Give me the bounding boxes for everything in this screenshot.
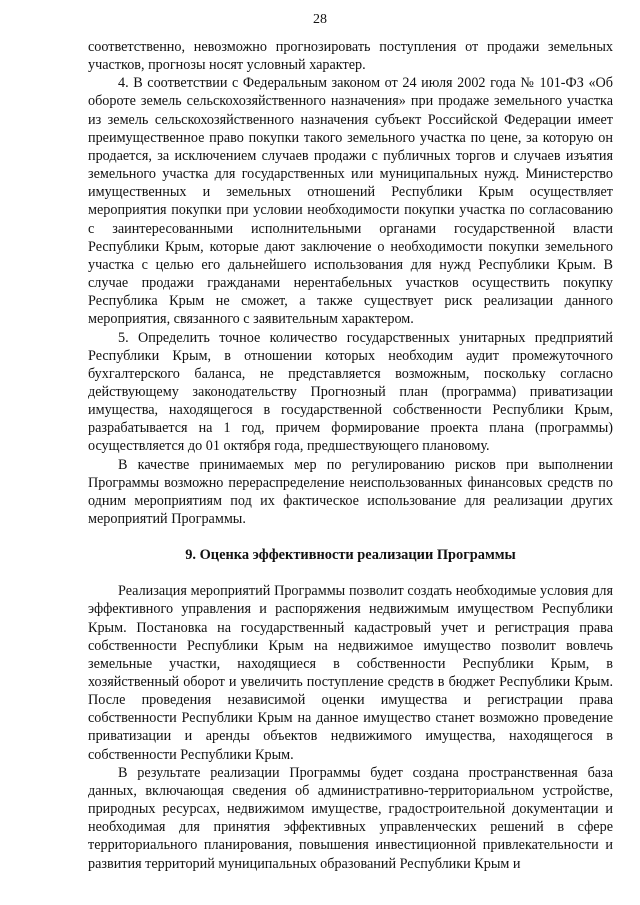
- paragraph-risk-measures: В качестве принимаемых мер по регулированию рисков при выполнении Программы возможно перераспределение неиспользованных финансовых средств по одним мероприятиям под их фактическое использование для реализации других мероприятий Программы.: [88, 456, 613, 528]
- paragraph-continuation: соответственно, невозможно прогнозировать поступления от продажи земельных участков, прогнозы носят условный характер.: [88, 39, 613, 74]
- section-heading: 9. Оценка эффективности реализации Программы: [185, 547, 516, 564]
- paragraph-effectiveness: Реализация мероприятий Программы позволит создать необходимые условия для эффективного управления и распоряжения недвижимым имуществом Республики Крым. Постановка на государственный кадастровый учет и регистрация права собственности Республики Крым на недвижимое имущество позволит вовлечь земельные участки, находящиеся в собственности Республики Крым, в хозяйственный оборот и увеличить поступление средств в бюджет Республики Крым. После проведения независимой оценки имущества и регистрации права собственности Республики Крым на данное имущество станет возможно проведение приватизации и аренды объектов недвижимого имущества, находящегося в собственности Республики Крым.: [88, 583, 613, 763]
- page-content: [88, 38, 613, 873]
- paragraph-item-5: 5. Определить точное количество государственных унитарных предприятий Республики Крым, в отношении которых необходим аудит промежуточного бухгалтерского баланса, не представляется возможным, поскольку согласно действующему законодательству Прогнозный план (программа) приватизации имущества, находящегося в государственной собственности Республики Крым, разрабатывается на 1 год, причем формирование проекта плана (программы) осуществляется до 01 октября года, предшествующего плановому.: [88, 329, 613, 455]
- page-number: 28: [313, 12, 327, 27]
- paragraph-results: В результате реализации Программы будет создана пространственная база данных, включающая сведения об административно-территориальном устройстве, природных ресурсах, недвижимом имуществе, градостроительной документации и необходимая для принятия эффективных управленческих решений в сфере территориального планирования, повышения инвестиционной привлекательности и развития территорий муниципальных образований Республики Крым и: [88, 764, 613, 872]
- paragraph-item-4: 4. В соответствии с Федеральным законом от 24 июля 2002 года № 101-ФЗ «Об обороте земель сельскохозяйственного назначения» при продаже земельного участка из земель сельскохозяйственного назначения субъект Российской Федерации имеет преимущественное право покупки такого земельного участка по цене, за которую он продается, за исключением случаев продажи с публичных торгов и случаев изъятия земельного участка для государственных или муниципальных нужд. Министерство имущественных и земельных отношений Республики Крым осуществляет мероприятия покупки при условии необходимости покупки участка по согласованию с заинтересованными исполнительными органами государственной власти Республики Крым, которые дают заключение о необходимости покупки земельного участка с целью его дальнейшего использования для нужд Республики Крым. В случае продажи гражданами нерентабельных участков осуществить покупку Республика Крым не сможет, а также существует риск реализации данного мероприятия, связанного с заявительным характером.: [88, 75, 613, 328]
